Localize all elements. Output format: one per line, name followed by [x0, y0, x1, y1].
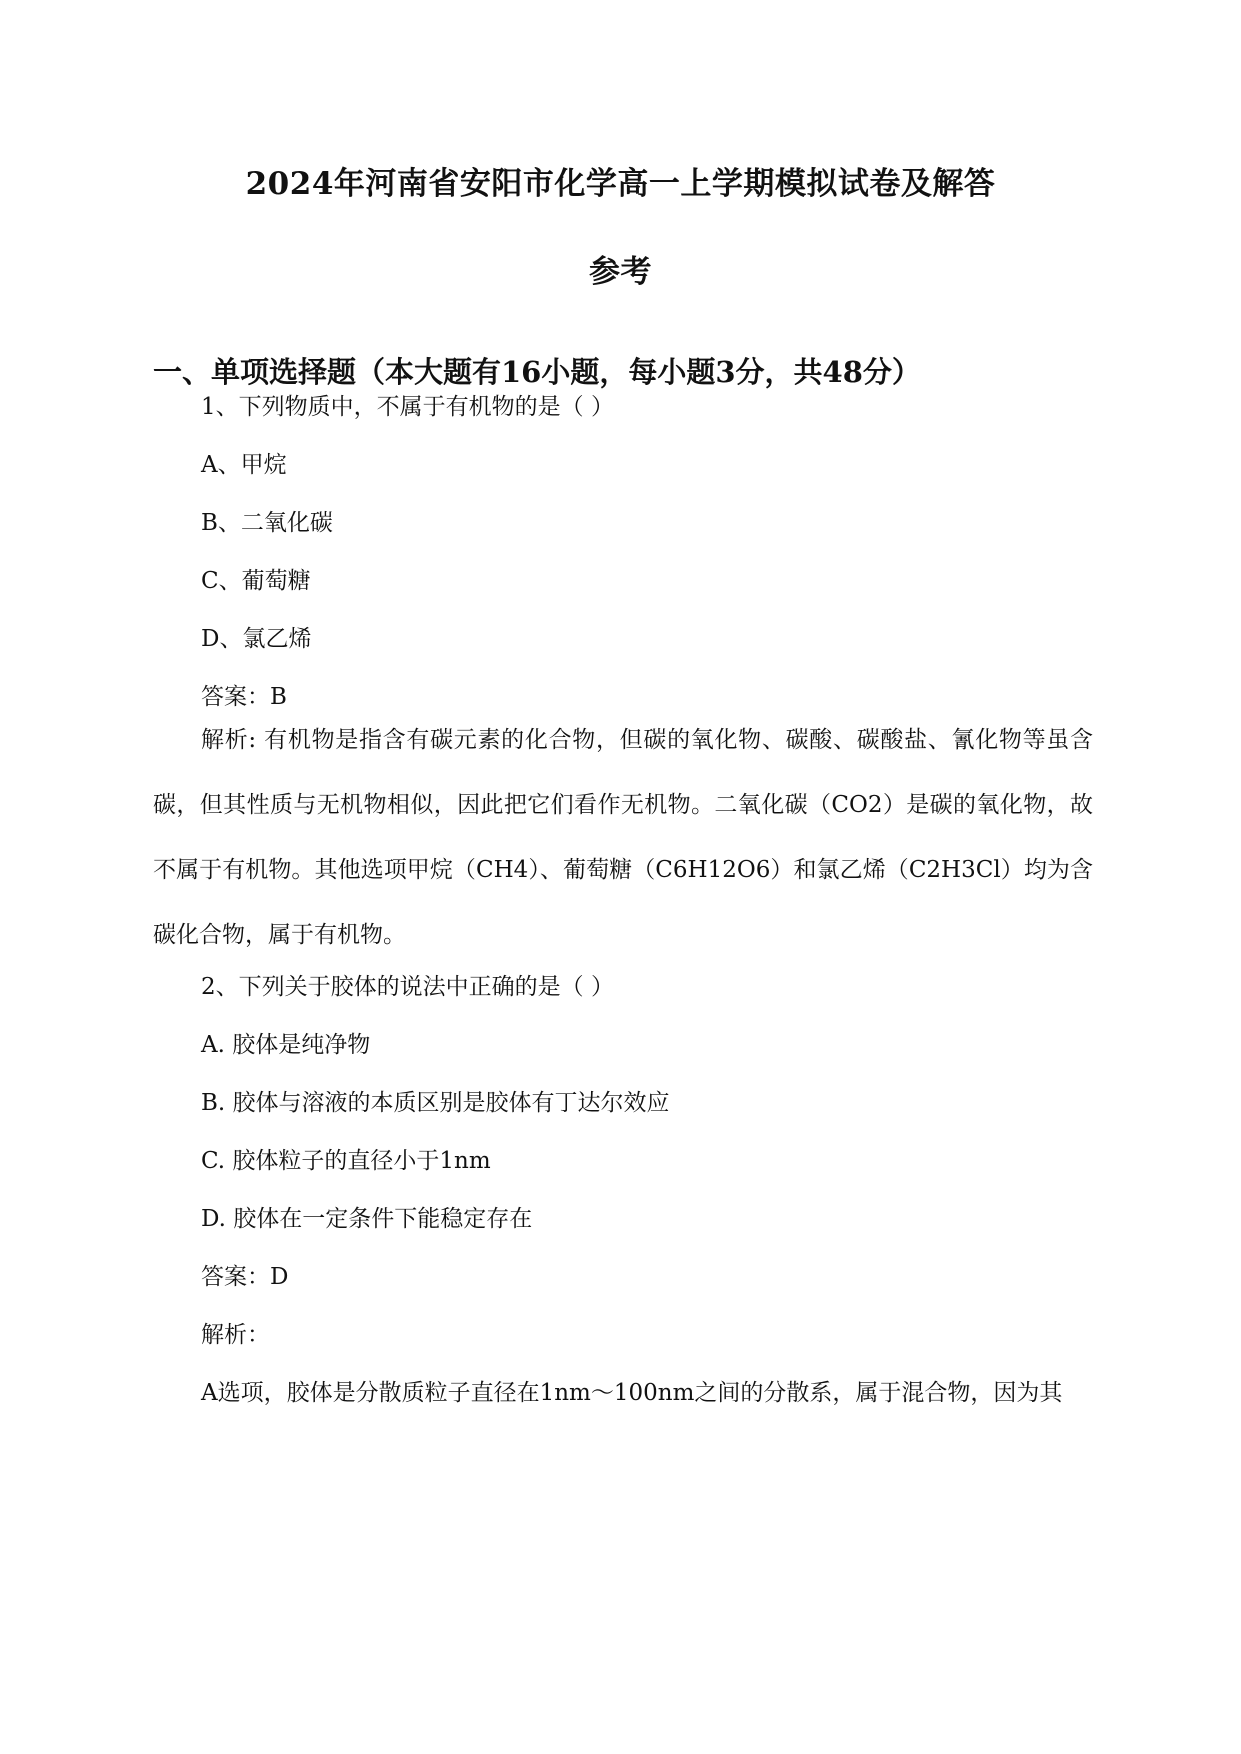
question-1-option-c: C、葡萄糖 — [201, 568, 311, 594]
question-1-answer: 答案：B — [201, 684, 287, 710]
question-2-stem: 2、下列关于胶体的说法中正确的是（ ） — [201, 974, 614, 1000]
document-title-continued: 参考 — [589, 254, 652, 290]
question-2-option-c: C. 胶体粒子的直径小于1nm — [201, 1148, 491, 1174]
question-1-option-b: B、二氧化碳 — [201, 510, 333, 536]
question-1-stem: 1、下列物质中，不属于有机物的是（ ） — [201, 394, 614, 420]
question-1-option-a: A、甲烷 — [201, 452, 287, 478]
question-1-option-d: D、氯乙烯 — [201, 626, 312, 652]
question-2-analysis-label: 解析： — [201, 1322, 270, 1348]
question-2-analysis-a: A选项，胶体是分散质粒子直径在1nm～100nm之间的分散系，属于混合物，因为其 — [201, 1380, 1063, 1406]
document-title: 2024年河南省安阳市化学高一上学期模拟试卷及解答 — [245, 166, 996, 202]
section-heading: 一、单项选择题（本大题有16小题，每小题3分，共48分） — [153, 355, 921, 389]
question-1-analysis: 解析: 有机物是指含有碳元素的化合物，但碳的氧化物、碳酸、碳酸盐、氰化物等虽含碳，但其性质与无机物相似，因此把它们看作无机物。二氧化碳（CO2）是碳的氧化物，故不属于有机物。其他选项甲烷（CH4）、葡萄糖（C6H12O6）和氯乙烯（C2H3Cl）均为含碳化合物，属于有机物。 — [153, 727, 1093, 948]
question-2-option-a: A. 胶体是纯净物 — [201, 1032, 371, 1058]
question-2-answer: 答案：D — [201, 1264, 289, 1290]
question-2-option-b: B. 胶体与溶液的本质区别是胶体有丁达尔效应 — [201, 1090, 670, 1116]
question-2-option-d: D. 胶体在一定条件下能稳定存在 — [201, 1206, 533, 1232]
